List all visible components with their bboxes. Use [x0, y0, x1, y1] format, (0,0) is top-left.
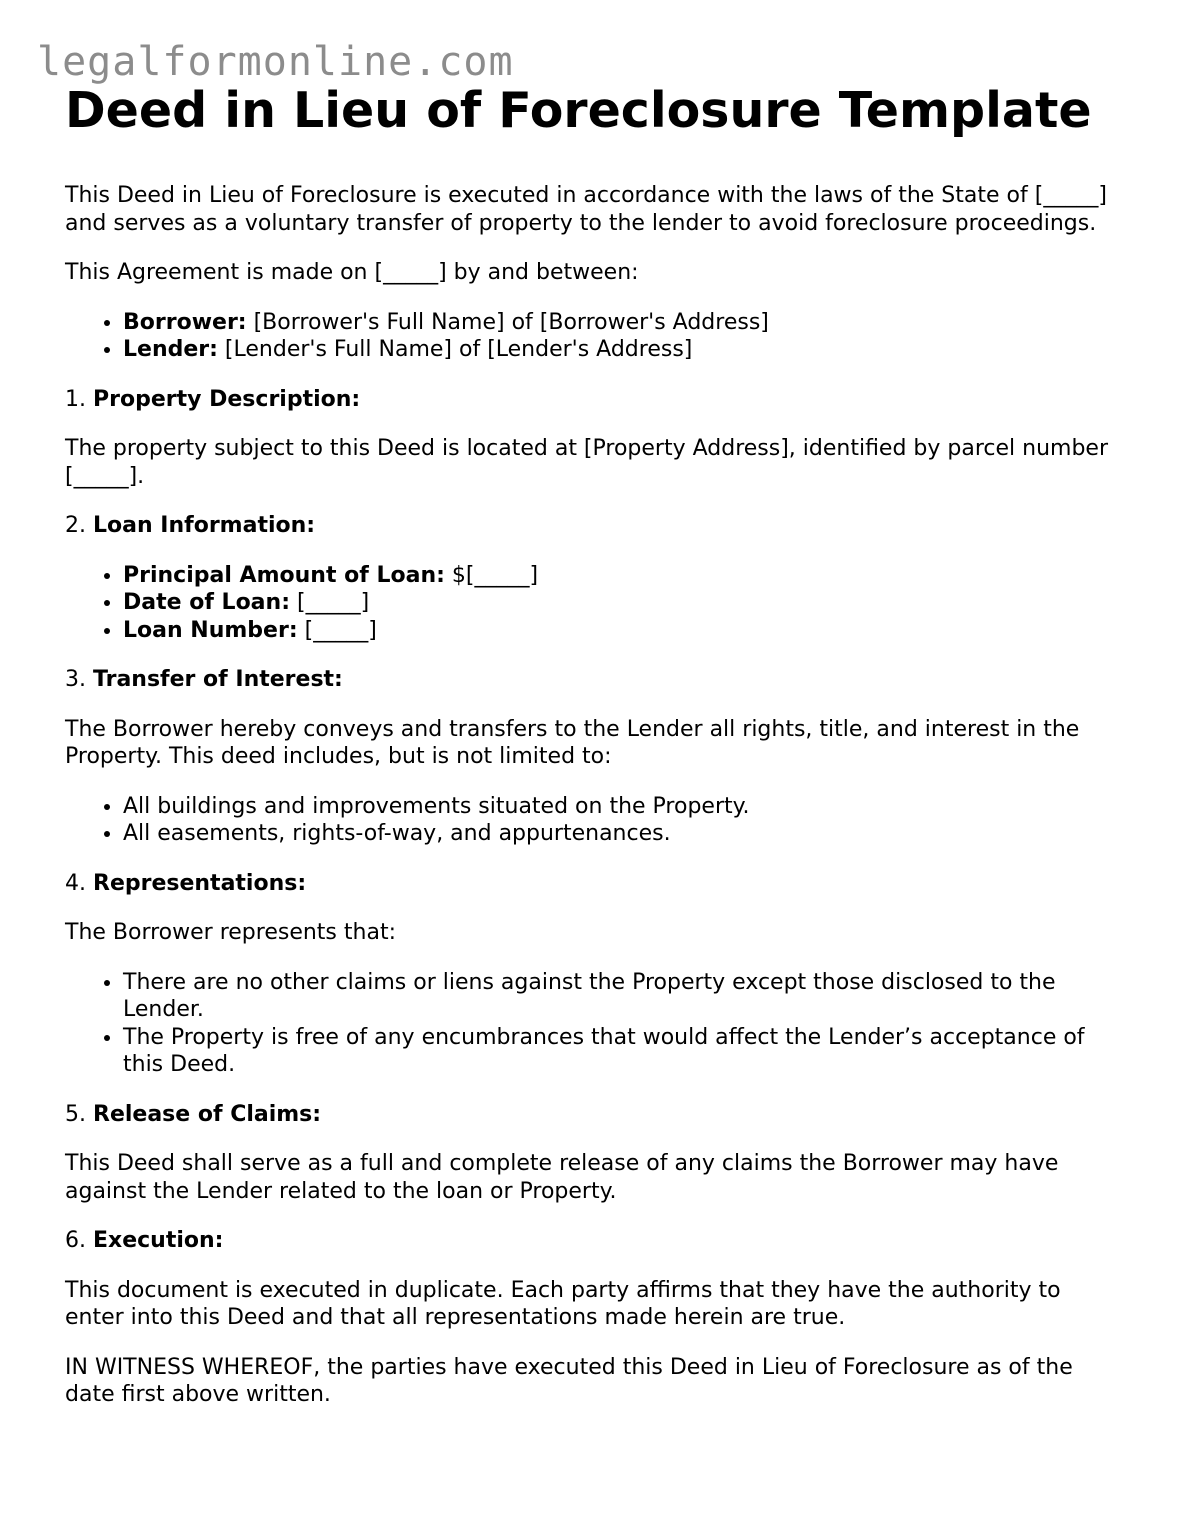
- section-title: Loan Information:: [93, 513, 316, 538]
- intro-paragraph: This Deed in Lieu of Foreclosure is executed in accordance with the laws of the State of [_____] and serves as a voluntary transfer of property to the lender to avoid foreclosure proceedings.: [65, 183, 1107, 236]
- item-value: [_____]: [304, 617, 377, 643]
- representations-list: [65, 969, 1125, 1079]
- section-heading-transfer: [65, 666, 1125, 694]
- list-item: [123, 617, 1125, 645]
- section-number: 6.: [65, 1228, 86, 1253]
- section-title: Representations:: [93, 870, 307, 896]
- transfer-list: [65, 793, 1125, 848]
- section-heading-release: [65, 1101, 1125, 1129]
- section-number: 2.: [65, 513, 86, 538]
- section-title: Property Description:: [93, 386, 361, 412]
- agreement-line: This Agreement is made on [_____] by and between:: [65, 260, 639, 285]
- section-text-property: The property subject to this Deed is located at [Property Address], identified by parcel number [_____].: [65, 436, 1109, 489]
- list-item-lender: [123, 336, 1125, 364]
- section-number: 5.: [65, 1101, 86, 1127]
- party-value: [Lender's Full Name] of [Lender's Address]: [224, 337, 693, 362]
- list-item: • The Property is free of any encumbrances that would affect the Lender’s acceptance of this Deed.: [123, 1024, 1125, 1079]
- item-label: Loan Number:: [123, 617, 298, 643]
- parties-list: [65, 309, 1125, 364]
- list-item: • There are no other claims or liens against the Property except those disclosed to the Lender.: [123, 969, 1125, 1024]
- party-value: [Borrower's Full Name] of [Borrower's Address]: [253, 309, 769, 335]
- document-title: Deed in Lieu of Foreclosure Template: [65, 82, 1092, 139]
- item-value: [_____]: [297, 590, 370, 615]
- section-heading-representations: [65, 870, 1125, 898]
- section-text-transfer: The Borrower hereby conveys and transfers to the Lender all rights, title, and interest in the Property. This deed includes, but is not limited to:: [65, 716, 1080, 769]
- section-title: Transfer of Interest:: [93, 667, 343, 692]
- list-item: • All buildings and improvements situated on the Property.: [123, 793, 1125, 821]
- list-item: • All easements, rights-of-way, and appurtenances.: [123, 820, 1125, 848]
- list-item: [123, 562, 1125, 590]
- section-number: 1.: [65, 386, 86, 412]
- list-item-borrower: [123, 309, 1125, 337]
- section-title: Execution:: [93, 1228, 224, 1253]
- item-label: Principal Amount of Loan:: [123, 562, 445, 588]
- section-heading-loan: [65, 512, 1125, 540]
- item-value: $[_____]: [451, 562, 539, 588]
- list-item: [123, 589, 1125, 617]
- loan-info-list: [65, 562, 1125, 645]
- section-heading-execution: [65, 1227, 1125, 1255]
- section-text-representations: The Borrower represents that:: [65, 920, 396, 945]
- section-text-release: This Deed shall serve as a full and complete release of any claims the Borrower may have against the Lender related to the loan or Property.: [65, 1151, 1059, 1204]
- section-text-execution: This document is executed in duplicate. Each party affirms that they have the authority to enter into this Deed and that all representations made herein are true.: [65, 1277, 1061, 1330]
- section-title: Release of Claims:: [93, 1101, 322, 1127]
- party-label: Lender:: [123, 337, 218, 362]
- document-body: [65, 82, 1125, 1431]
- section-number: 4.: [65, 870, 86, 896]
- site-watermark: legalformonline.com: [37, 39, 514, 85]
- section-number: 3.: [65, 667, 86, 692]
- section-heading-property: [65, 386, 1125, 414]
- item-label: Date of Loan:: [123, 590, 290, 615]
- witness-clause: IN WITNESS WHEREOF, the parties have executed this Deed in Lieu of Foreclosure as of the date first above written.: [65, 1354, 1073, 1407]
- party-label: Borrower:: [123, 309, 247, 335]
